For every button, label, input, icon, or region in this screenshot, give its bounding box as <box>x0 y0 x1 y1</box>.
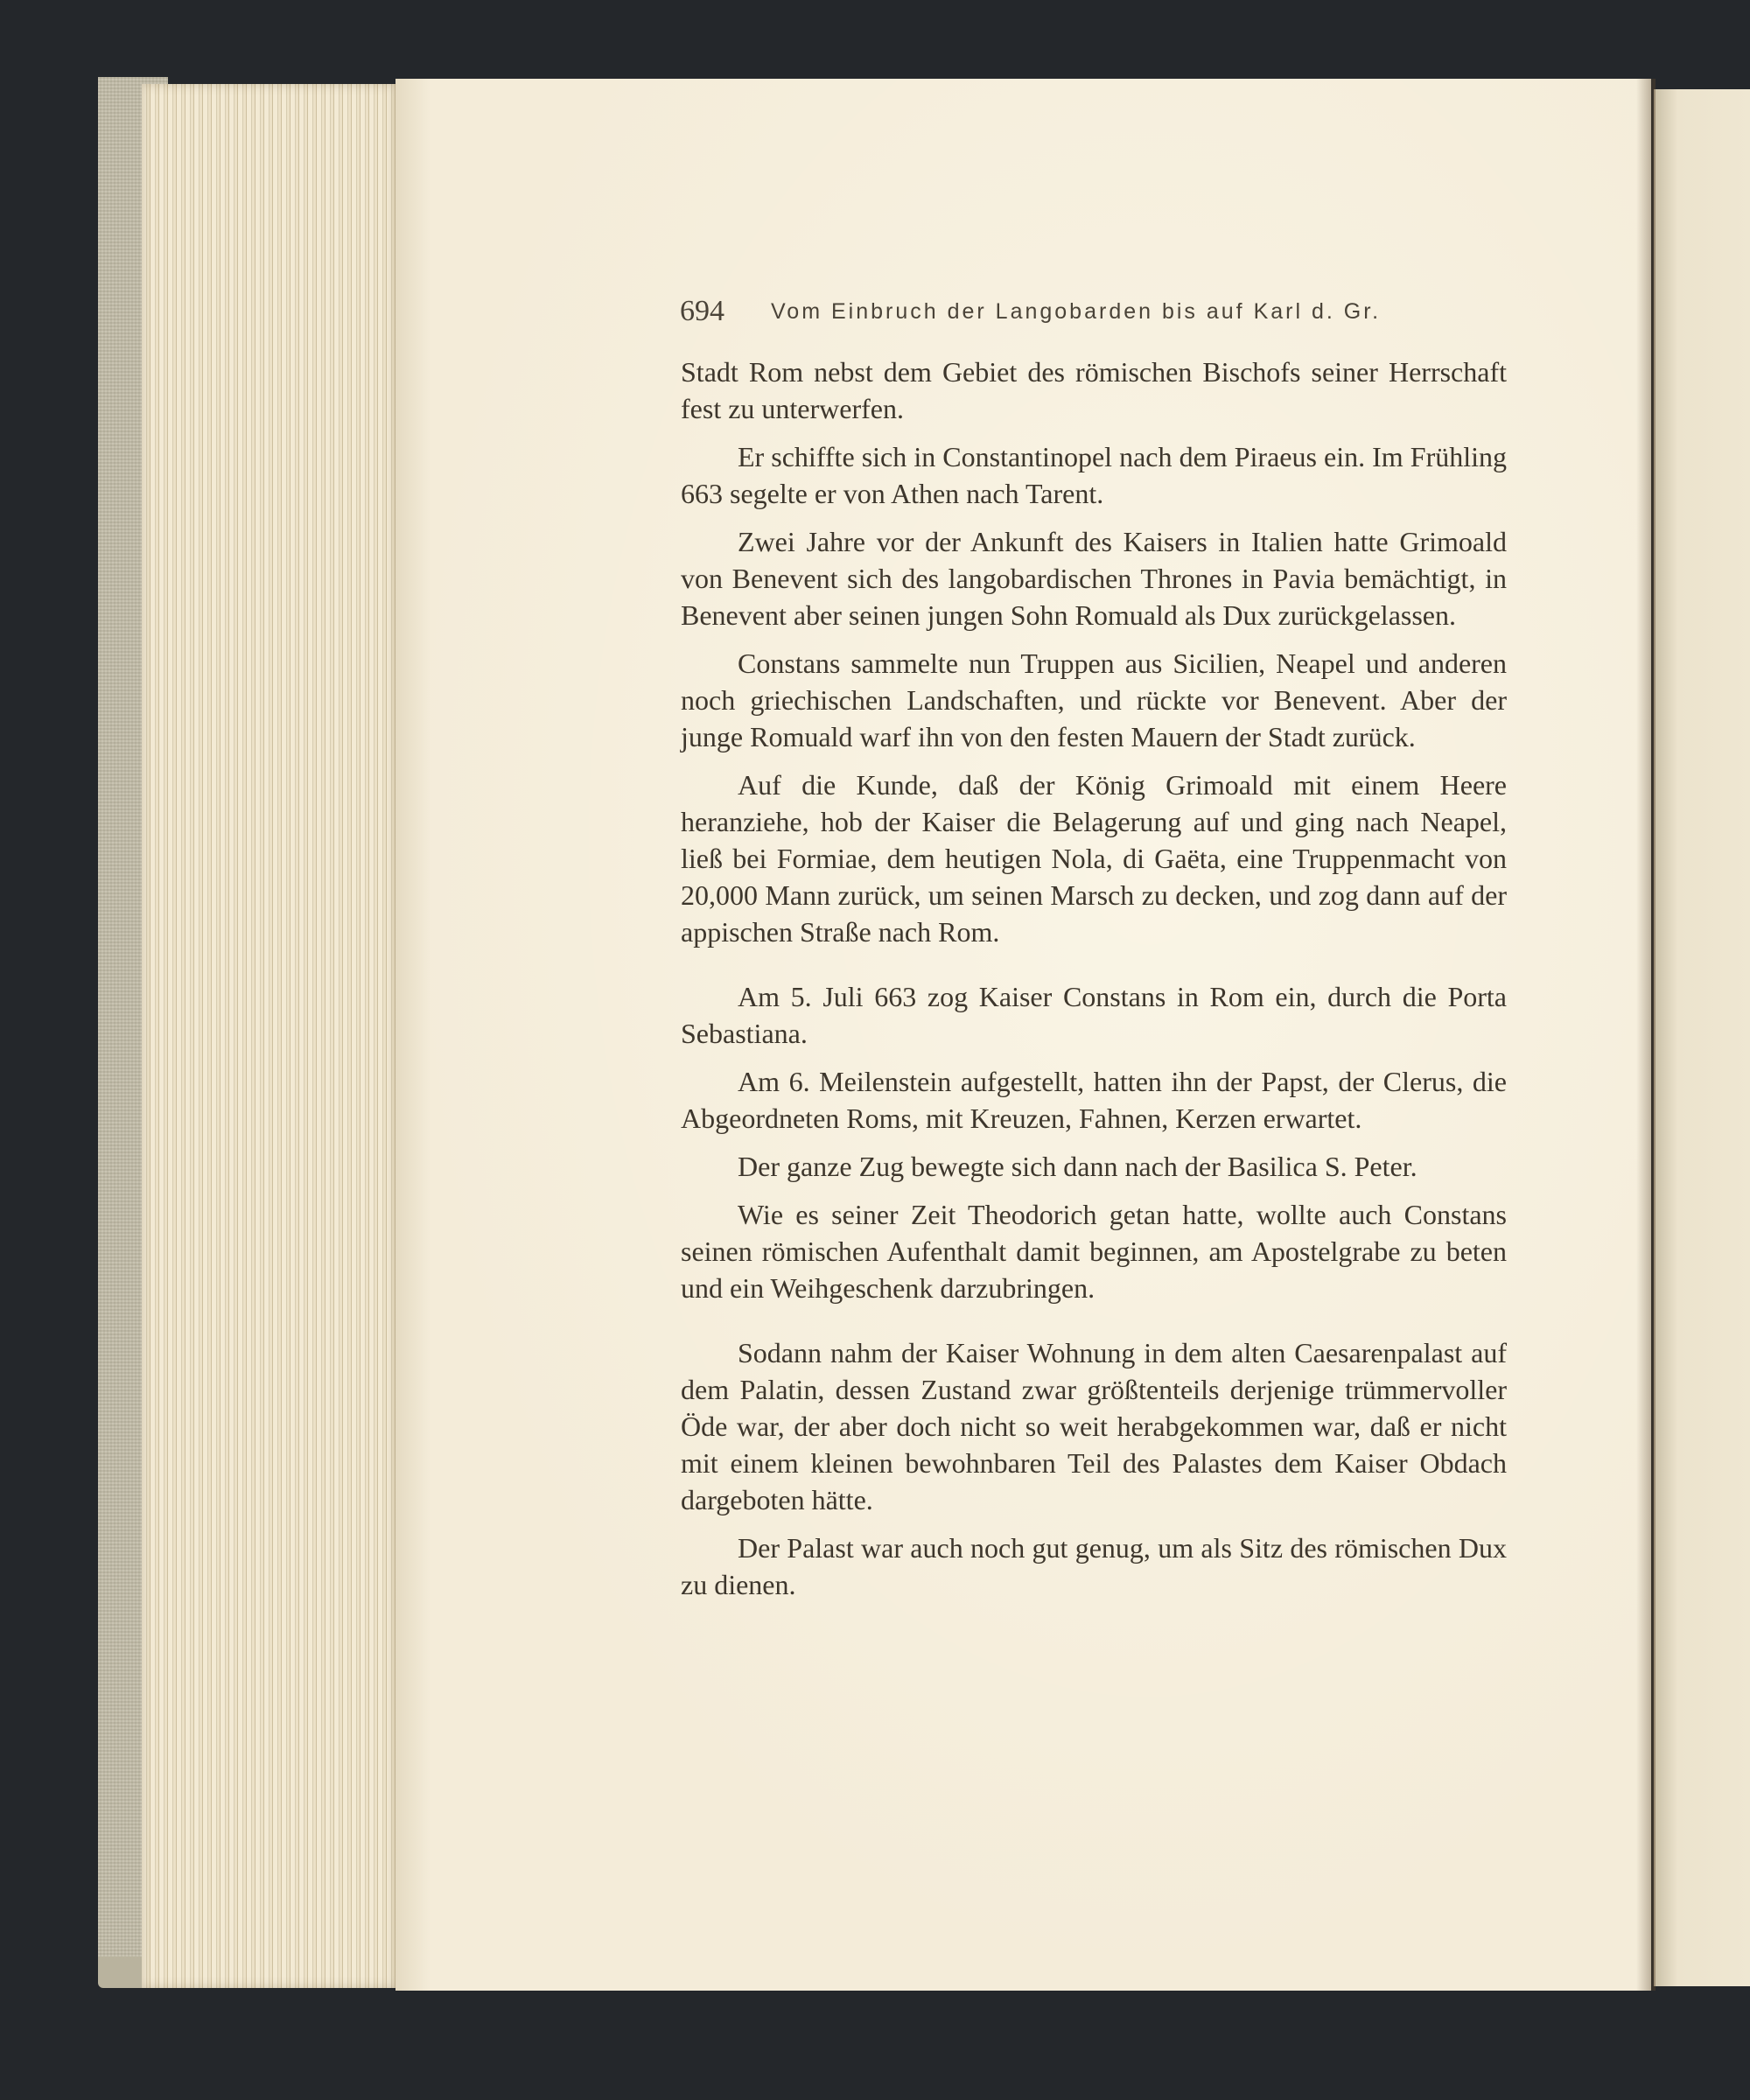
paragraph: Der Palast war auch noch gut genug, um als Sitz des römischen Dux zu dienen. <box>681 1532 1507 1600</box>
paragraph: Sodann nahm der Kaiser Wohnung in dem alten Caesarenpalast auf dem Palatin, dessen Zustand zwar größtenteils derjenige trümmervoller Öde war, der aber doch nicht so weit herabgekommen war, daß er nicht mit einem kleinen bewohnbaren Teil des Palastes dem Kaiser Obdach dargeboten hätte. <box>681 1337 1507 1516</box>
paragraph: Auf die Kunde, daß der König Grimoald mit einem Heere heranziehe, hob der Kaiser die Belagerung auf und ging nach Neapel, ließ bei Formiae, dem heutigen Nola, di Gaëta, eine Truppenmacht von 20,000 Mann zurück, um seinen Marsch zu decken, und zog dann auf der appischen Straße nach Rom. <box>681 769 1507 948</box>
running-title: Vom Einbruch der Langobarden bis auf Karl d. Gr. <box>771 299 1382 324</box>
running-head <box>680 290 1424 332</box>
paragraph: Constans sammelte nun Truppen aus Sicilien, Neapel und anderen noch griechischen Landschaften, und rückte vor Benevent. Aber der junge Romuald warf ihn von den festen Mauern der Stadt zurück. <box>681 648 1507 752</box>
paragraph: Am 6. Meilenstein aufgestellt, hatten ihn der Papst, der Clerus, die Abgeordneten Roms, mit Kreuzen, Fahnen, Kerzen erwartet. <box>681 1066 1507 1134</box>
facing-page-edge <box>1654 89 1750 1986</box>
paragraph: Stadt Rom nebst dem Gebiet des römischen Bischofs seiner Herrschaft fest zu unterwerfen. <box>681 356 1507 424</box>
page-gutter-shadow <box>1636 79 1656 1991</box>
paragraph: Der ganze Zug bewegte sich dann nach der Basilica S. Peter. <box>738 1151 1418 1182</box>
body-text <box>681 354 1507 1614</box>
paragraph: Am 5. Juli 663 zog Kaiser Constans in Rom ein, durch die Porta Sebastiana. <box>681 981 1507 1049</box>
paragraph: Er schiffte sich in Constantinopel nach dem Piraeus ein. Im Frühling 663 segelte er von Athen nach Tarent. <box>681 441 1507 509</box>
page-edges <box>142 84 396 1988</box>
paragraph: Wie es seiner Zeit Theodorich getan hatte, wollte auch Constans seinen römischen Aufenthalt damit beginnen, am Apostelgrabe zu beten und ein Weihgeschenk darzubringen. <box>681 1199 1507 1304</box>
page-number: 694 <box>680 295 724 327</box>
paragraph: Zwei Jahre vor der Ankunft des Kaisers in Italien hatte Grimoald von Benevent sich des langobardischen Thrones in Pavia bemächtigt, in Benevent aber seinen jungen Sohn Romuald als Dux zurückgelassen. <box>681 526 1507 631</box>
